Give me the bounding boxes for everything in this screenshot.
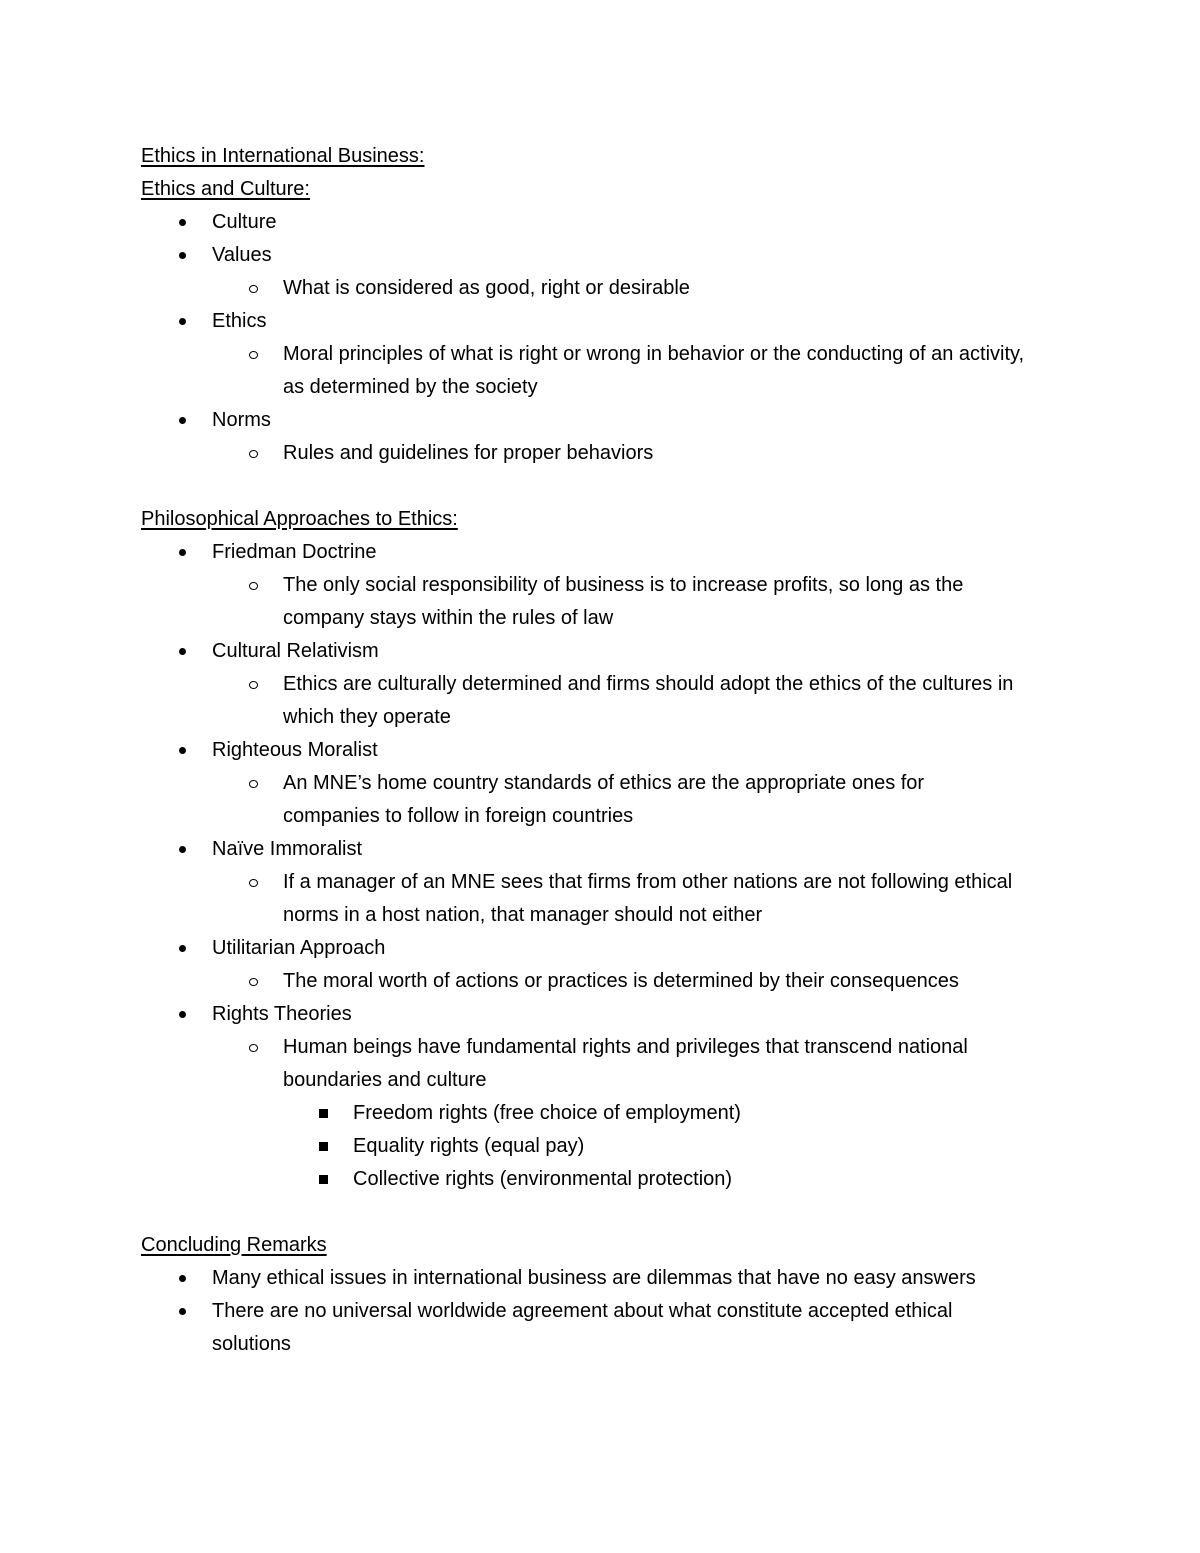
sub-bullet-item [141, 569, 1023, 635]
bullet-circle-icon [246, 767, 260, 800]
bullet-item-label: Righteous Moralist [212, 739, 378, 761]
bullet-dot-icon [175, 833, 189, 866]
bullet-circle-icon [246, 1031, 260, 1064]
bullet-dot-icon [175, 1295, 189, 1328]
sub-sub-bullet-label: Collective rights (environmental protection) [353, 1168, 733, 1190]
sub-sub-bullet-label: Freedom rights (free choice of employment) [353, 1102, 741, 1124]
sub-bullet-item [141, 437, 1101, 470]
bullet-circle-icon [246, 866, 260, 899]
bullet-item-label: Cultural Relativism [212, 640, 379, 662]
sub-bullet-item [141, 1031, 1043, 1097]
bullet-item-label: Values [212, 244, 272, 266]
bullet-item-label: Naïve Immoralist [212, 838, 363, 860]
bullet-item-utilitarian-approach [141, 932, 1101, 965]
bullet-square-icon [316, 1163, 330, 1196]
bullet-item-culture [141, 206, 1101, 239]
bullet-item-label: Rights Theories [212, 1003, 352, 1025]
bullet-item-label: Ethics [212, 310, 267, 332]
bullet-item-ethics [141, 305, 1101, 338]
bullet-dot-icon [175, 1262, 189, 1295]
sub-bullet-label: What is considered as good, right or desirable [283, 277, 690, 299]
sub-bullet-label: An MNE’s home country standards of ethics are the appropriate ones for companies to follow in foreign countries [283, 772, 925, 827]
bullet-item-friedman-doctrine [141, 536, 1101, 569]
bullet-item-label: Norms [212, 409, 271, 431]
bullet-dot-icon [175, 305, 189, 338]
sub-bullet-item [141, 668, 1063, 734]
bullet-item-values [141, 239, 1101, 272]
bullet-item-no-universal-agreement [141, 1295, 1022, 1361]
sub-bullet-item [141, 965, 1083, 998]
bullet-circle-icon [246, 437, 260, 470]
bullet-circle-icon [246, 272, 260, 305]
bullet-square-icon [316, 1130, 330, 1163]
sub-bullet-label: Rules and guidelines for proper behaviors [283, 442, 654, 464]
sub-sub-bullet-label: Equality rights (equal pay) [353, 1135, 585, 1157]
bullet-circle-icon [246, 668, 260, 701]
bullet-item-label: Culture [212, 211, 277, 233]
bullet-item-label: There are no universal worldwide agreement about what constitute accepted ethical solutions [212, 1300, 953, 1355]
bullet-square-icon [316, 1097, 330, 1130]
document-title: Ethics in International Business: [141, 145, 425, 167]
bullet-item-rights-theories [141, 998, 1101, 1031]
bullet-circle-icon [246, 965, 260, 998]
sub-bullet-item [141, 338, 1033, 404]
section-heading-philosophical-approaches: Philosophical Approaches to Ethics: [141, 508, 458, 530]
bullet-item-cultural-relativism [141, 635, 1101, 668]
sub-sub-bullet-item [141, 1163, 1101, 1196]
paragraph-gap [141, 1196, 1101, 1229]
section-heading-concluding-remarks: Concluding Remarks [141, 1234, 327, 1256]
bullet-dot-icon [175, 239, 189, 272]
sub-bullet-label: Human beings have fundamental rights and privileges that transcend national boundaries and culture [283, 1036, 968, 1091]
sub-bullet-item [141, 866, 1023, 932]
bullet-dot-icon [175, 536, 189, 569]
bullet-item-norms [141, 404, 1101, 437]
sub-bullet-label: Moral principles of what is right or wrong in behavior or the conducting of an activity, as determined by the society [283, 343, 1025, 398]
bullet-item-label: Utilitarian Approach [212, 937, 386, 959]
bullet-item-label: Friedman Doctrine [212, 541, 377, 563]
bullet-item-label: Many ethical issues in international business are dilemmas that have no easy answers [212, 1267, 976, 1289]
bullet-circle-icon [246, 338, 260, 371]
bullet-dot-icon [175, 404, 189, 437]
sub-bullet-item [141, 767, 993, 833]
section-heading-ethics-and-culture: Ethics and Culture: [141, 178, 310, 200]
sub-sub-bullet-item [141, 1097, 1101, 1130]
bullet-item-righteous-moralist [141, 734, 1101, 767]
paragraph-gap [141, 470, 1101, 503]
bullet-item-ethical-dilemmas [141, 1262, 1032, 1295]
bullet-dot-icon [175, 206, 189, 239]
sub-bullet-item [141, 272, 1101, 305]
sub-bullet-label: If a manager of an MNE sees that firms from other nations are not following ethical norms in a host nation, that manager should not either [283, 871, 1013, 926]
sub-sub-bullet-item [141, 1130, 1101, 1163]
sub-bullet-label: Ethics are culturally determined and firms should adopt the ethics of the cultures in which they operate [283, 673, 1014, 728]
sub-bullet-label: The moral worth of actions or practices is determined by their consequences [283, 970, 959, 992]
bullet-item-naive-immoralist [141, 833, 1101, 866]
document-page [141, 140, 1101, 1361]
bullet-dot-icon [175, 998, 189, 1031]
sub-bullet-label: The only social responsibility of business is to increase profits, so long as the company stays within the rules of law [283, 574, 964, 629]
bullet-dot-icon [175, 635, 189, 668]
bullet-dot-icon [175, 734, 189, 767]
bullet-circle-icon [246, 569, 260, 602]
bullet-dot-icon [175, 932, 189, 965]
